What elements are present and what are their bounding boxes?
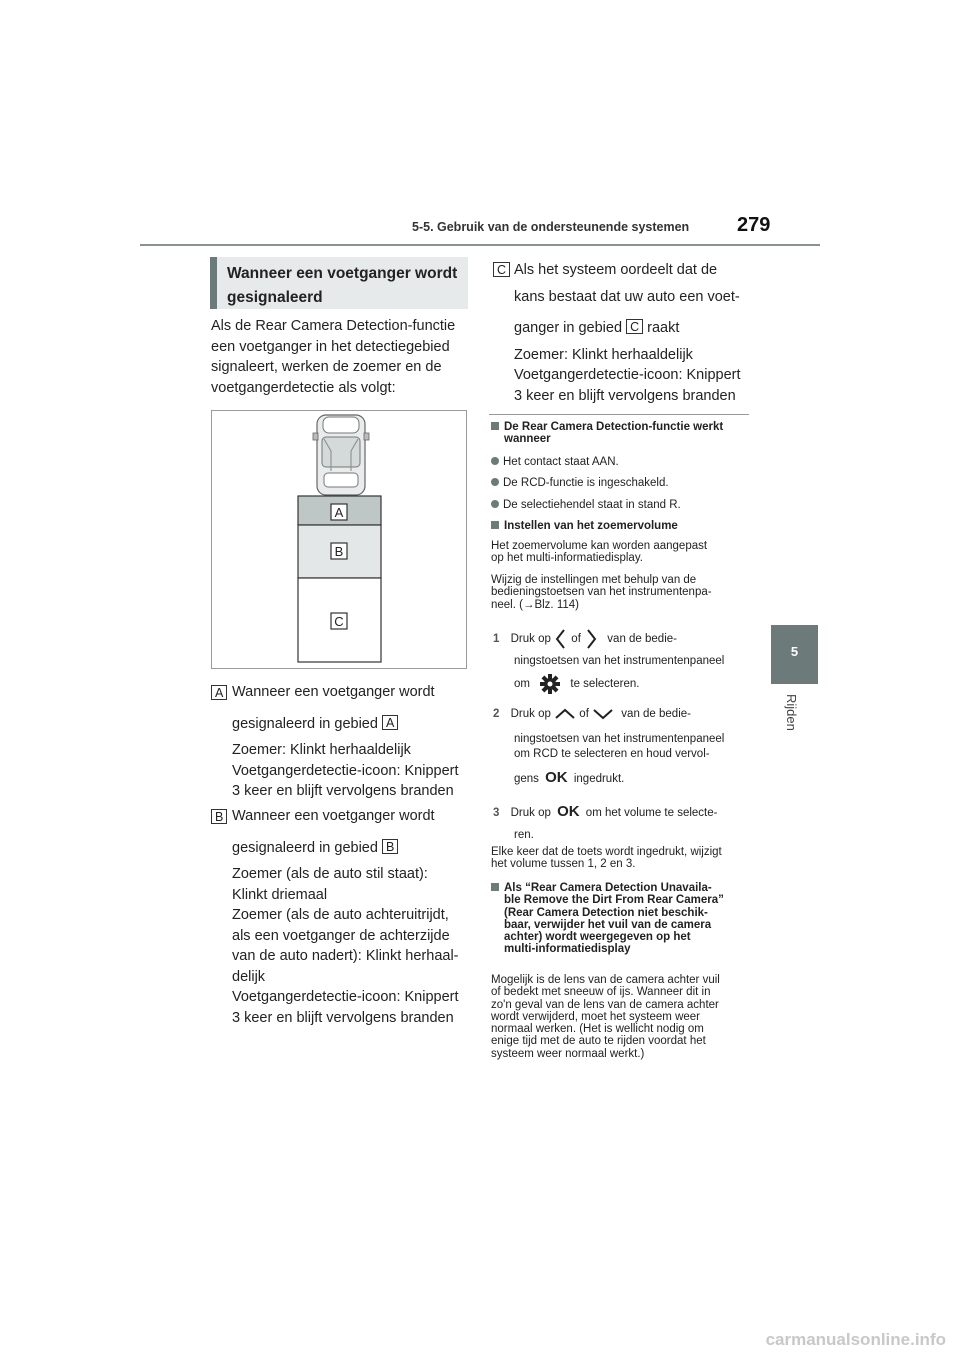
item-c-detail: Voetgangerdetectie-icoon: Knippert	[514, 367, 741, 383]
zone-a-label: A	[334, 505, 344, 520]
intro-line: voetgangerdetectie als volgt:	[211, 379, 396, 396]
list-item	[491, 456, 753, 468]
step-text: ingedrukt.	[573, 773, 625, 785]
list-item-text: De selectiehendel staat in stand R.	[503, 498, 681, 511]
step-text: te selecteren.	[570, 678, 640, 691]
text-line: Elke keer dat de toets wordt ingedrukt, wijzigt	[491, 846, 722, 858]
item-a	[232, 682, 472, 802]
square-bullet-icon	[491, 521, 499, 529]
square-bullet-icon	[491, 422, 499, 430]
title-text: Instellen van het zoemervolume	[504, 520, 678, 532]
item-c-line: Als het systeem oordeelt dat de	[514, 262, 718, 278]
intro-line: Als de Rear Camera Detection-functie	[211, 318, 456, 334]
step-text: om	[514, 678, 530, 691]
chapter-label: Rijden	[784, 694, 799, 731]
intro-line: een voetganger in het detectiegebied	[211, 338, 450, 355]
watermark: carmanualsonline.info	[765, 1330, 946, 1349]
item-a-line: gesignaleerd in gebied	[232, 715, 378, 732]
text-line: neel. (→Blz. 114)	[491, 598, 579, 611]
volume-paragraph-2	[491, 574, 753, 611]
section-operation-title	[491, 421, 753, 446]
step-text: van de bedie-	[607, 633, 677, 646]
section-volume-title	[491, 520, 753, 532]
item-b-detail: Zoemer (als de auto achteruitrijdt,	[232, 907, 449, 923]
step-number: 2	[493, 708, 500, 721]
item-c	[514, 260, 754, 406]
list-item-text: De RCD-functie is ingeschakeld.	[503, 477, 669, 490]
step-text: ningstoetsen van het instrumentenpaneel	[514, 655, 725, 667]
step-number: 3	[493, 807, 500, 819]
step-2	[493, 707, 755, 786]
text-line: systeem weer normaal werkt.)	[491, 1047, 645, 1060]
item-c-detail: Zoemer: Klinkt herhaaldelijk	[514, 346, 693, 363]
list-item-text: Het contact staat AAN.	[503, 456, 619, 468]
step-text: om RCD te selecteren en houd vervol-	[514, 748, 710, 760]
item-c-detail: 3 keer en blijft vervolgens branden	[514, 387, 736, 404]
round-bullet-icon	[491, 500, 499, 508]
tag-a: A	[211, 685, 227, 700]
chevron-left-icon	[554, 628, 568, 650]
text-line: zo'n geval van de lens van de camera achter	[491, 998, 719, 1011]
step-text: van de bedie-	[621, 708, 691, 721]
square-bullet-icon	[491, 883, 499, 891]
page-number: 279	[737, 214, 771, 236]
step-3	[493, 803, 755, 841]
title-line: wanneer	[504, 433, 551, 446]
item-a-detail: Zoemer: Klinkt herhaaldelijk	[232, 742, 411, 758]
chevron-up-icon	[554, 707, 576, 721]
volume-paragraph-1	[491, 540, 753, 565]
title-line: De Rear Camera Detection-functie werkt	[504, 421, 724, 433]
detection-area-diagram	[212, 411, 466, 668]
item-c-line: raakt	[647, 320, 680, 336]
text-line: bedieningstoetsen van het instrumentenpa-	[491, 586, 712, 599]
ok-button-icon: OK	[557, 803, 580, 820]
section-heading: Wanneer een voetganger wordt gesignaleerd	[210, 257, 468, 309]
step-text: Druk op	[510, 807, 551, 819]
gear-icon	[539, 673, 561, 695]
item-b-line: gesignaleerd in gebied	[232, 839, 378, 856]
step-text: ningstoetsen van het instrumentenpaneel	[514, 733, 725, 745]
item-b	[232, 806, 472, 1028]
tag-b: B	[211, 809, 227, 824]
step-text: ren.	[514, 829, 534, 841]
item-b-detail: Zoemer (als de auto stil staat):	[232, 866, 428, 882]
text-line: Mogelijk is de lens van de camera achter vuil	[491, 974, 720, 986]
dirt-paragraph	[491, 974, 753, 1060]
item-b-detail: Voetgangerdetectie-icoon: Knippert	[232, 989, 459, 1005]
text-line: Het zoemervolume kan worden aangepast	[491, 540, 708, 552]
step-text: Druk op	[510, 708, 551, 721]
item-b-detail: als een voetganger de achterzijde	[232, 927, 450, 944]
tag-a-inline: A	[382, 715, 398, 730]
chevron-right-icon	[584, 628, 598, 650]
text-line: enige tijd met de auto te rijden voordat het	[491, 1035, 706, 1048]
step-number: 1	[493, 633, 500, 646]
detection-area-figure	[211, 410, 467, 669]
item-b-detail: 3 keer en blijft vervolgens branden	[232, 1009, 454, 1026]
section-dirt-title	[491, 882, 753, 956]
step-text: of	[579, 708, 589, 721]
item-a-line: Wanneer een voetganger wordt	[232, 684, 435, 700]
step-text: Druk op	[510, 633, 551, 646]
text-line: of bedekt met sneeuw of ijs. Wanneer dit in	[491, 986, 711, 999]
text-line: op het multi-informatiedisplay.	[491, 552, 643, 565]
chevron-down-icon	[592, 707, 614, 721]
step-3-note	[491, 846, 753, 871]
zone-c-label: C	[334, 614, 344, 629]
car-icon	[313, 415, 369, 495]
footer	[0, 1330, 960, 1350]
tag-b-inline: B	[382, 839, 398, 854]
item-a-detail: 3 keer en blijft vervolgens branden	[232, 783, 454, 799]
item-c-line: ganger in gebied	[514, 320, 623, 336]
ok-button-icon: OK	[545, 769, 568, 786]
header-rule	[140, 244, 820, 246]
text-line: normaal werken. (Het is wellicht nodig om	[491, 1023, 704, 1036]
text-line: wordt verwijderd, moet het systeem weer	[491, 1010, 700, 1023]
title-line: multi-informatiedisplay	[504, 943, 631, 956]
item-b-detail: delijk	[232, 968, 266, 985]
item-b-detail: Klinkt driemaal	[232, 886, 328, 903]
item-a-detail: Voetgangerdetectie-icoon: Knippert	[232, 762, 459, 779]
step-text: of	[571, 633, 581, 646]
condition-list	[491, 456, 753, 511]
text-line: het volume tussen 1, 2 en 3.	[491, 858, 636, 871]
item-c-line: kans bestaat dat uw auto een voet-	[514, 288, 740, 305]
title-line: baar, verwijder het vuil van de camera	[504, 918, 712, 931]
intro-line: signaleert, werken de zoemer en de	[211, 359, 442, 375]
text-line: Wijzig de instellingen met behulp van de	[491, 574, 697, 586]
section-divider	[489, 414, 749, 415]
intro-paragraph	[211, 316, 471, 398]
step-text: gens	[514, 773, 539, 785]
title-line: Als “Rear Camera Detection Unavaila-	[504, 882, 712, 894]
title-line: ble Remove the Dirt From Rear Camera”	[504, 894, 724, 907]
step-1	[493, 628, 755, 695]
tag-c: C	[493, 262, 510, 277]
zone-b-label: B	[334, 544, 344, 559]
round-bullet-icon	[491, 457, 499, 465]
round-bullet-icon	[491, 478, 499, 486]
step-text: om het volume te selecte-	[585, 807, 718, 819]
list-item	[491, 477, 753, 489]
item-b-line: Wanneer een voetganger wordt	[232, 808, 435, 824]
title-line: achter) wordt weergegeven op het	[504, 931, 691, 944]
section-title: 5-5. Gebruik van de ondersteunende systemen	[412, 220, 690, 234]
tag-c-inline: C	[626, 319, 643, 334]
list-item	[491, 499, 753, 511]
chapter-tab: 5	[771, 625, 818, 684]
item-b-detail: van de auto nadert): Klinkt herhaal-	[232, 948, 459, 964]
title-line: (Rear Camera Detection niet beschik-	[504, 906, 708, 919]
